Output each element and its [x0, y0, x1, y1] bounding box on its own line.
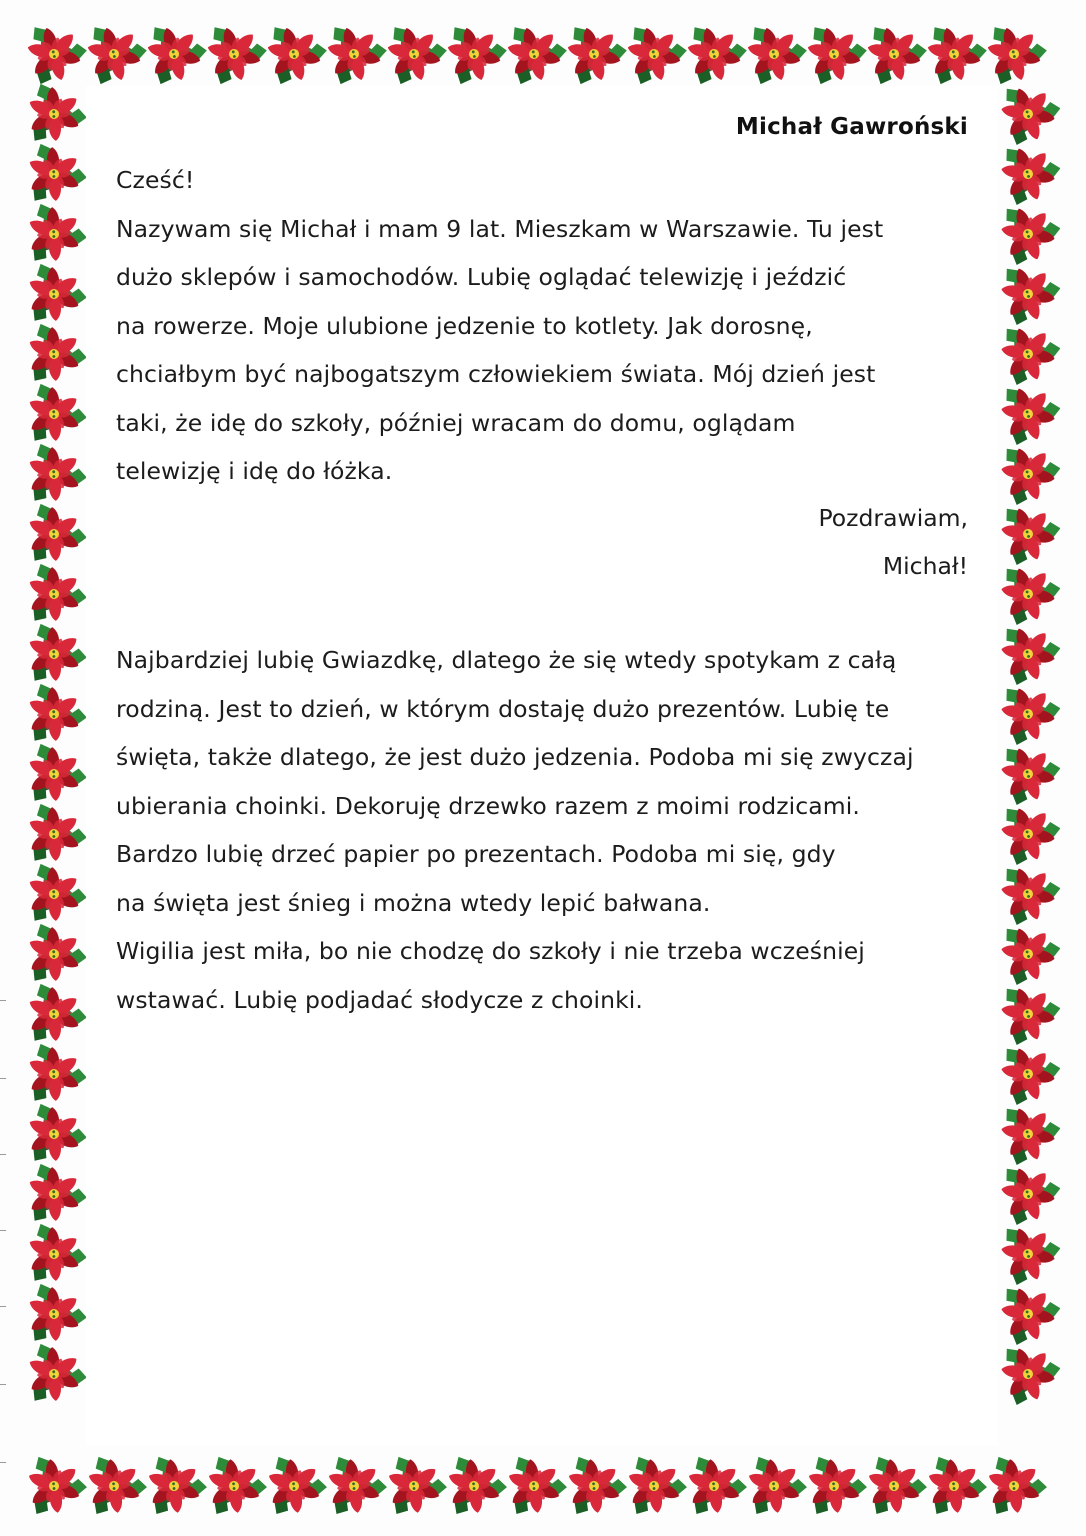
intro-line: Nazywam się Michał i mam 9 lat. Mieszkam w Warszawie. Tu jest — [116, 214, 884, 243]
poinsettia-icon — [22, 1269, 95, 1356]
poinsettia-icon — [22, 429, 95, 516]
christmas-line: na święta jest śnieg i można wtedy lepić bałwana. — [116, 888, 711, 917]
poinsettia-icon — [247, 1441, 335, 1518]
intro-section — [116, 156, 976, 496]
scan-artifact — [0, 1230, 6, 1231]
poinsettia-icon — [487, 1441, 575, 1518]
scan-artifact — [0, 1462, 6, 1463]
christmas-line: Bardzo lubię drzeć papier po prezentach. Podoba mi się, gdy — [116, 840, 836, 868]
intro-line: na rowerze. Moje ulubione jedzenie to kotlety. Jak dorosnę, — [116, 311, 813, 340]
christmas-section — [116, 636, 976, 1024]
scan-artifact — [0, 1384, 6, 1385]
poinsettia-icon — [22, 1089, 95, 1176]
poinsettia-icon — [22, 69, 95, 156]
christmas-line: rodziną. Jest to dzień, w którym dostaję dużo prezentów. Lubię te — [116, 694, 890, 723]
signature: Michał! — [882, 552, 968, 580]
intro-line: dużo sklepów i samochodów. Lubię oglądać telewizję i jeździć — [116, 263, 847, 291]
poinsettia-icon — [22, 1329, 95, 1416]
poinsettia-icon — [967, 1441, 1055, 1518]
greeting: Cześć! — [116, 166, 195, 194]
poinsettia-icon — [847, 1441, 935, 1518]
intro-line: taki, że idę do szkoły, później wracam do domu, oglądam — [116, 408, 796, 437]
poinsettia-icon — [22, 789, 95, 876]
christmas-line: święta, także dlatego, że jest dużo jedzenia. Podoba mi się zwyczaj — [116, 743, 914, 771]
poinsettia-icon — [22, 369, 95, 456]
poinsettia-icon — [67, 1441, 155, 1518]
poinsettia-icon — [727, 1441, 815, 1518]
poinsettia-icon — [22, 309, 95, 396]
poinsettia-icon — [22, 669, 95, 756]
christmas-line: Najbardziej lubię Gwiazdkę, dlatego że się wtedy spotykam z całą — [116, 646, 897, 674]
intro-line: telewizję i idę do łóżka. — [116, 457, 393, 485]
poinsettia-icon — [22, 609, 95, 696]
christmas-line: Wigilia jest miła, bo nie chodzę do szkoły i nie trzeba wcześniej — [116, 937, 865, 965]
intro-line: chciałbym być najbogatszym człowiekiem świata. Mój dzień jest — [116, 360, 876, 388]
poinsettia-icon — [607, 1441, 695, 1518]
poinsettia-icon — [127, 1441, 215, 1518]
poinsettia-icon — [547, 1441, 635, 1518]
poinsettia-icon — [22, 1029, 95, 1116]
poinsettia-icon — [22, 129, 95, 216]
poinsettia-icon — [22, 729, 95, 816]
poinsettia-icon — [22, 849, 95, 936]
scan-artifact — [0, 1306, 6, 1307]
poinsettia-icon — [787, 1441, 875, 1518]
poinsettia-icon — [307, 1441, 395, 1518]
poinsettia-icon — [22, 1209, 95, 1296]
christmas-line: ubierania choinki. Dekoruję drzewko razem z moimi rodzicami. — [116, 791, 861, 820]
poinsettia-icon — [22, 1441, 95, 1518]
poinsettia-icon — [22, 1149, 95, 1236]
christmas-line: wstawać. Lubię podjadać słodycze z choinki. — [116, 985, 643, 1014]
poinsettia-icon — [427, 1441, 515, 1518]
poinsettia-icon — [22, 489, 95, 576]
scan-artifact — [0, 1078, 6, 1079]
closing-phrase: Pozdrawiam, — [818, 504, 968, 532]
poinsettia-icon — [22, 249, 95, 336]
poinsettia-icon — [22, 909, 95, 996]
poinsettia-icon — [22, 22, 95, 97]
poinsettia-icon — [667, 1441, 755, 1518]
poinsettia-icon — [187, 1441, 275, 1518]
closing-block — [818, 494, 968, 590]
poinsettia-icon — [22, 189, 95, 276]
scan-artifact — [0, 1154, 6, 1155]
poinsettia-icon — [22, 969, 95, 1056]
author-name: Michał Gawroński — [735, 114, 968, 140]
poinsettia-icon — [22, 549, 95, 636]
poinsettia-icon — [907, 1441, 995, 1518]
poinsettia-icon — [367, 1441, 455, 1518]
scan-artifact — [0, 1000, 6, 1001]
